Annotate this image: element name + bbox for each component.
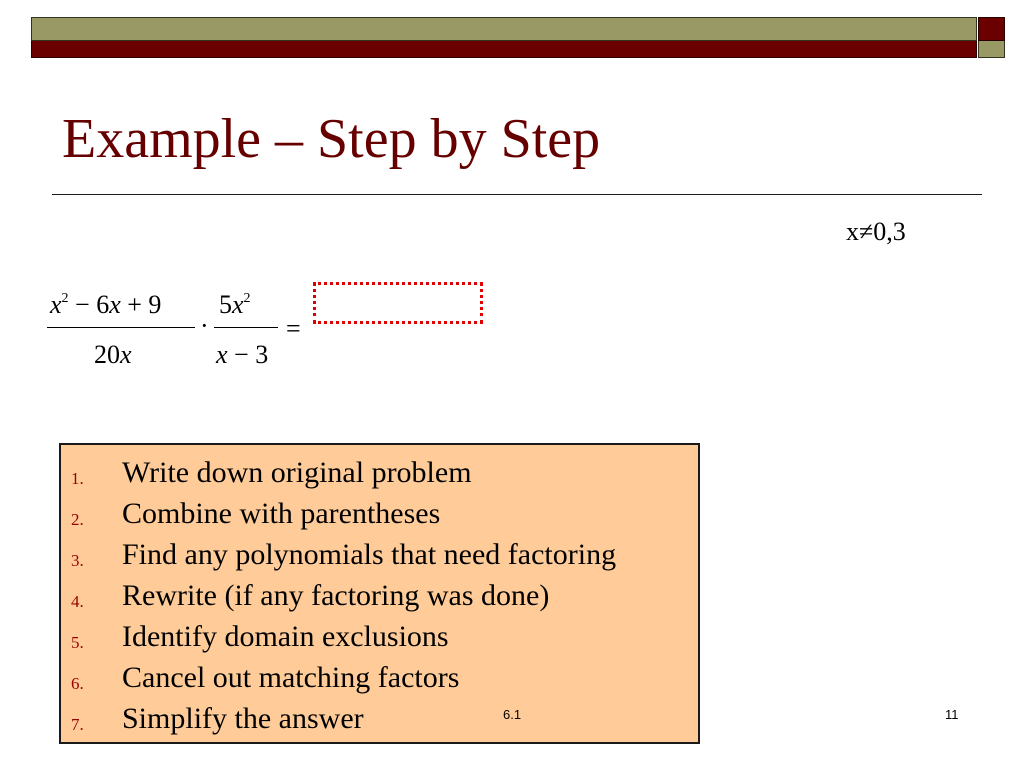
coefficient: 20	[94, 340, 120, 369]
domain-restriction-note: x≠0,3	[846, 217, 906, 246]
fraction-1-bar	[47, 327, 195, 328]
step-text: Cancel out matching factors	[122, 661, 460, 694]
step-text: Write down original problem	[122, 456, 472, 489]
term: − 3	[227, 340, 269, 369]
variable-x: x	[50, 290, 62, 319]
footer-section-number: 6.1	[503, 707, 522, 722]
exponent: 2	[61, 291, 69, 306]
step-text: Combine with parentheses	[122, 497, 441, 530]
term: − 6	[68, 290, 110, 319]
slide-title: Example – Step by Step	[62, 108, 601, 170]
step-number: 2.	[71, 510, 84, 529]
step-text: Simplify the answer	[122, 702, 364, 735]
slide-page-number: 11	[945, 707, 959, 722]
variable-x: x	[120, 340, 132, 369]
answer-placeholder-box	[313, 282, 483, 324]
header-band-maroon	[31, 41, 977, 58]
header-band-olive	[31, 17, 977, 41]
step-number: 3.	[71, 551, 84, 570]
step-number: 6.	[71, 674, 84, 693]
variable-x: x	[232, 290, 244, 319]
variable-x: x	[109, 290, 121, 319]
step-number: 5.	[71, 633, 84, 652]
coefficient: 5	[219, 290, 232, 319]
multiplication-dot: ·	[200, 311, 209, 340]
term: + 9	[120, 290, 162, 319]
fraction-2-denominator	[216, 342, 268, 368]
fraction-1-denominator	[94, 342, 132, 368]
fraction-2-numerator	[219, 292, 251, 318]
exponent: 2	[243, 291, 251, 306]
title-divider	[52, 194, 982, 195]
variable-x: x	[216, 340, 228, 369]
fraction-2-bar	[214, 327, 278, 328]
equals-sign: =	[286, 314, 301, 343]
steps-box	[59, 443, 700, 744]
step-number: 1.	[71, 469, 84, 488]
step-number: 7.	[71, 715, 84, 734]
header-corner-square-maroon	[978, 17, 1005, 41]
step-text: Identify domain exclusions	[122, 620, 449, 653]
fraction-1-numerator	[50, 292, 161, 318]
step-text: Find any polynomials that need factoring	[122, 538, 617, 571]
step-number: 4.	[71, 592, 84, 611]
step-text: Rewrite (if any factoring was done)	[122, 579, 550, 612]
header-corner-square-olive	[978, 41, 1005, 58]
